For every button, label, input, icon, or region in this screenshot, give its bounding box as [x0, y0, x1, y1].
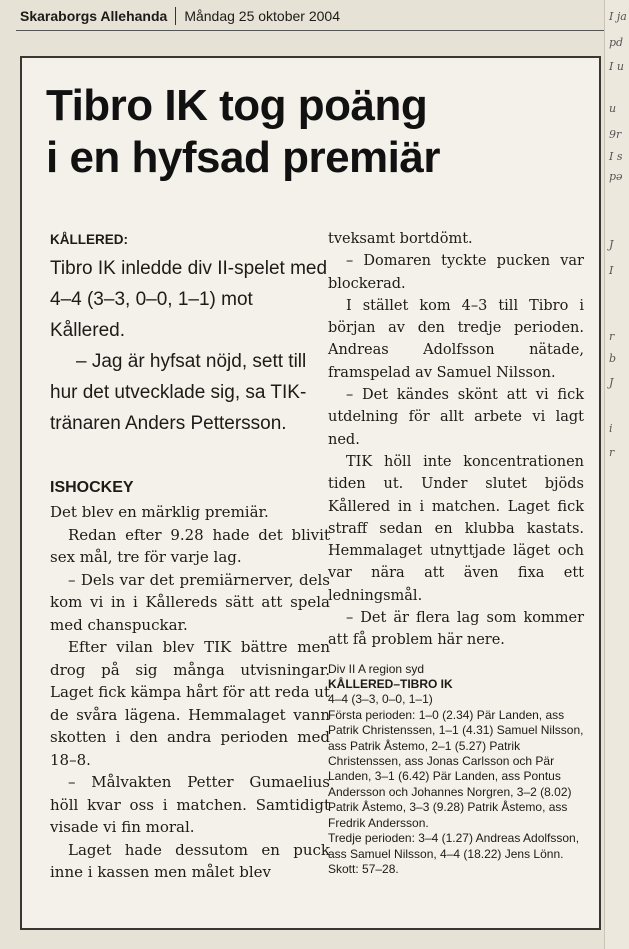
- body-paragraph: Redan efter 9.28 hade det blivit sex mål, tre för varje lag.: [50, 525, 330, 566]
- ingress-paragraph: – Jag är hyfsat nöjd, sett till hur det utvecklade sig, sa TIK-tränaren Anders Pettersson.: [50, 351, 307, 434]
- body-paragraph: I stället kom 4–3 till Tibro i början av den tredje perioden. Andreas Adolfsson nätade, framspelad av Samuel Nilsson.: [328, 297, 584, 381]
- body-paragraph: Det blev en märklig premiär.: [50, 503, 269, 521]
- headline-line: i en hyfsad premiär: [46, 133, 440, 182]
- scrap-text: pd: [609, 36, 624, 49]
- scrap-text: pə: [609, 170, 623, 183]
- dateline: KÅLLERED:: [50, 232, 128, 247]
- scrap-text: r: [609, 330, 615, 343]
- scrap-text: i: [609, 422, 613, 435]
- masthead-rule: [16, 30, 606, 31]
- facts-score: 4–4 (3–3, 0–0, 1–1): [328, 692, 433, 707]
- facts-match: KÅLLERED–TIBRO IK: [328, 677, 453, 692]
- body-paragraph: – Det kändes skönt att vi fick utdelning för allt arbete vi lagt ned.: [328, 387, 584, 448]
- scrap-text: J: [609, 376, 614, 389]
- scrap-text: J: [609, 238, 614, 251]
- scrap-text: r: [609, 446, 615, 459]
- masthead: [20, 4, 600, 28]
- scrap-text: I s: [609, 150, 623, 163]
- body-paragraph: – Domaren tyckte pucken var blockerad.: [328, 253, 584, 292]
- issue-date: Måndag 25 oktober 2004: [184, 8, 340, 24]
- scrap-text: I: [609, 264, 614, 277]
- scrap-text: 9r: [609, 128, 622, 141]
- ingress: [50, 253, 330, 439]
- body-paragraph: – Det är flera lag som kommer att få problem här nere.: [328, 610, 584, 649]
- facts-shots: Skott: 57–28.: [328, 861, 399, 876]
- match-facts-box: [328, 662, 584, 878]
- facts-league: Div II A region syd: [328, 661, 425, 676]
- article-headline: [46, 80, 566, 184]
- facts-period-3: Tredje perioden: 3–4 (1.27) Andreas Adolfsson, ass Samuel Nilsson, 4–4 (18.22) Jens Lönn.: [328, 831, 580, 861]
- section-label: ISHOCKEY: [50, 479, 134, 496]
- body-paragraph: TIK höll inte koncentrationen tiden ut. Under slutet bjöds Kållered in i matchen. Laget fick straff sedan en klubba kastats. Hemmalaget utnyttjade läget och var nära att även fixa ett ledningsmål.: [328, 453, 584, 604]
- scrap-text: I ja: [609, 10, 627, 23]
- headline-line: Tibro IK tog poäng: [46, 81, 428, 130]
- body-paragraph: – Dels var det premiärnerver, dels kom vi in i Kållereds sätt att spela med chanspuckar.: [50, 570, 330, 634]
- body-paragraph: Laget hade dessutom en puck inne i kassen men målet blev: [50, 840, 330, 881]
- masthead-divider: [175, 7, 176, 25]
- body-text-left: [50, 501, 330, 884]
- paper-name: Skaraborgs Allehanda: [20, 8, 168, 24]
- ingress-paragraph: Tibro IK inledde div II-spelet med 4–4 (3–3, 0–0, 1–1) mot Kållered.: [50, 258, 328, 341]
- body-paragraph: Efter vilan blev TIK bättre men drog på sig många utvisningar. Laget fick kämpa hårt för att reda ut de svåra lägena. Hemmalaget vann skotten i den andra perioden med 18–8.: [50, 638, 330, 769]
- body-paragraph: – Målvakten Petter Gumaelius höll kvar oss i matchen. Samtidigt visade vi fin moral.: [50, 773, 330, 836]
- facts-period-1: Första perioden: 1–0 (2.34) Pär Landen, ass Patrik Christenssen, 1–1 (4.31) Samuel Nilsson, ass Patrik Åstemo, 2–1 (5.27) Patrik Christenssen, ass Jonas Carlsson och Pär Landen, 3–1 (6.42) Pär Landen, ass Pontus Andersson och Johannes Norgren, 3–2 (8.02) Patrik Åstemo, 3–3 (9.28) Patrik Åstemo, ass Fredrik Andersson.: [328, 707, 584, 830]
- article-column-right: [328, 228, 584, 877]
- scrap-text: u: [609, 102, 617, 115]
- scrap-text: I u: [609, 60, 624, 73]
- adjacent-page-edge: [604, 0, 629, 949]
- body-text-right: [328, 228, 584, 652]
- body-paragraph: tveksamt bortdömt.: [328, 231, 473, 247]
- scrap-text: b: [609, 352, 617, 365]
- article-column-left: [50, 232, 330, 884]
